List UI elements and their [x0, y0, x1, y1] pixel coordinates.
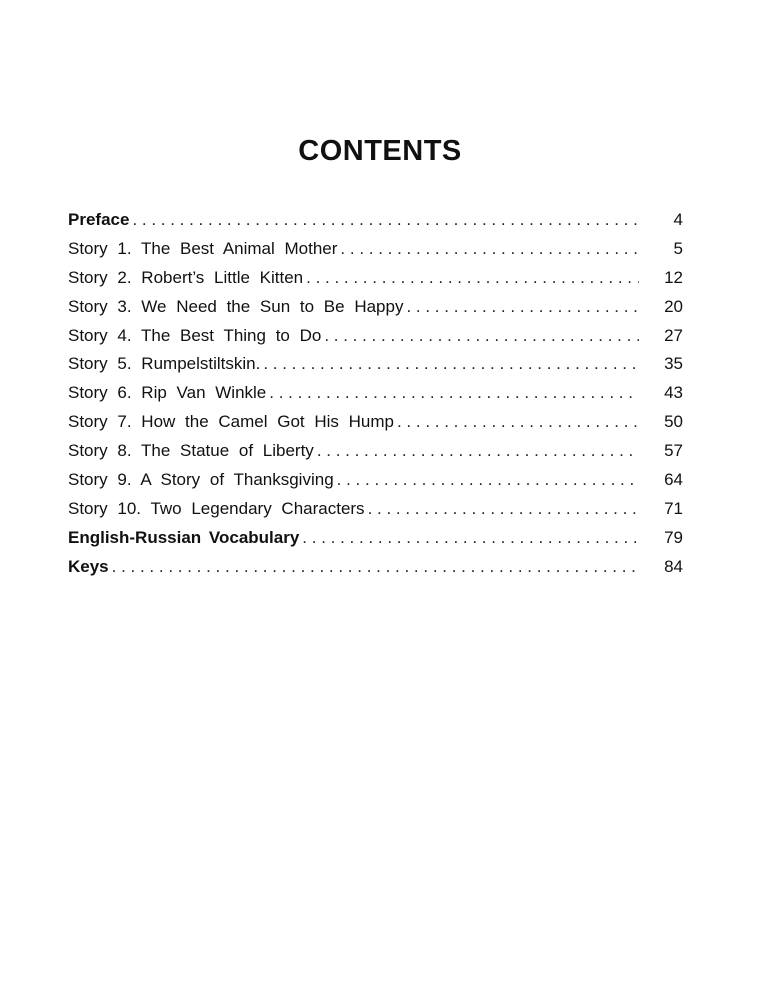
- toc-entry-title: Story 5. Rumpelstiltskin.: [68, 354, 261, 374]
- toc-entry-page-number: 84: [664, 556, 683, 576]
- toc-entry-title: Story 10. Two Legendary Characters: [68, 498, 365, 518]
- toc-entry-title: Story 2. Robert’s Little Kitten: [68, 267, 304, 287]
- toc-entry: [68, 264, 683, 293]
- toc-entry-title: English-Russian Vocabulary: [68, 527, 300, 547]
- toc-entry-page-number: 79: [664, 527, 683, 547]
- toc-entry: [68, 408, 683, 437]
- toc-entry: [68, 466, 683, 495]
- dot-leader: [340, 235, 639, 264]
- toc-entry: [68, 350, 683, 379]
- toc-entry-page-number: 4: [673, 210, 683, 229]
- toc-entry-title: Story 8. The Statue of Liberty: [68, 441, 314, 461]
- toc-entry-title: Story 9. A Story of Thanksgiving: [68, 470, 334, 490]
- toc-entry-page-number: 27: [664, 325, 683, 345]
- toc-entry-title: Story 3. We Need the Sun to Be Happy: [68, 296, 404, 316]
- page-title: CONTENTS: [298, 135, 462, 168]
- dot-leader: [324, 322, 639, 351]
- toc-entry: [68, 206, 683, 235]
- toc-entry: [68, 235, 683, 264]
- dot-leader: [337, 466, 639, 495]
- toc-entry-title: Preface: [68, 210, 130, 229]
- toc-entry-page-number: 71: [664, 498, 683, 518]
- toc-entry-page-number: 5: [673, 238, 683, 258]
- dot-leader: [397, 408, 639, 437]
- toc-entry: [68, 379, 683, 408]
- dot-leader: [306, 264, 639, 293]
- toc-entry-title: Story 1. The Best Animal Mother: [68, 238, 338, 258]
- toc-entry: [68, 293, 683, 322]
- dot-leader: [406, 293, 639, 322]
- toc-entry-title: Story 4. The Best Thing to Do: [68, 325, 322, 345]
- toc-entry-page-number: 20: [664, 296, 683, 316]
- toc-entry: [68, 322, 683, 351]
- toc-entry: [68, 437, 683, 466]
- dot-leader: [112, 553, 639, 582]
- toc-entry-page-number: 35: [664, 354, 683, 374]
- dot-leader: [132, 206, 639, 235]
- toc-entry-title: Story 7. How the Camel Got His Hump: [68, 412, 394, 432]
- toc-entry-title: Keys: [68, 556, 109, 576]
- toc-entry-page-number: 43: [664, 383, 683, 403]
- toc-entry: [68, 524, 683, 553]
- table-of-contents: [68, 206, 683, 582]
- dot-leader: [302, 524, 639, 553]
- toc-entry-title: Story 6. Rip Van Winkle: [68, 383, 267, 403]
- dot-leader: [368, 495, 639, 524]
- toc-entry-page-number: 50: [664, 412, 683, 432]
- toc-entry: [68, 553, 683, 582]
- toc-entry-page-number: 12: [664, 267, 683, 287]
- toc-entry-page-number: 64: [664, 470, 683, 490]
- dot-leader: [263, 350, 639, 379]
- toc-entry-page-number: 57: [664, 441, 683, 461]
- dot-leader: [269, 379, 639, 408]
- toc-entry: [68, 495, 683, 524]
- dot-leader: [317, 437, 639, 466]
